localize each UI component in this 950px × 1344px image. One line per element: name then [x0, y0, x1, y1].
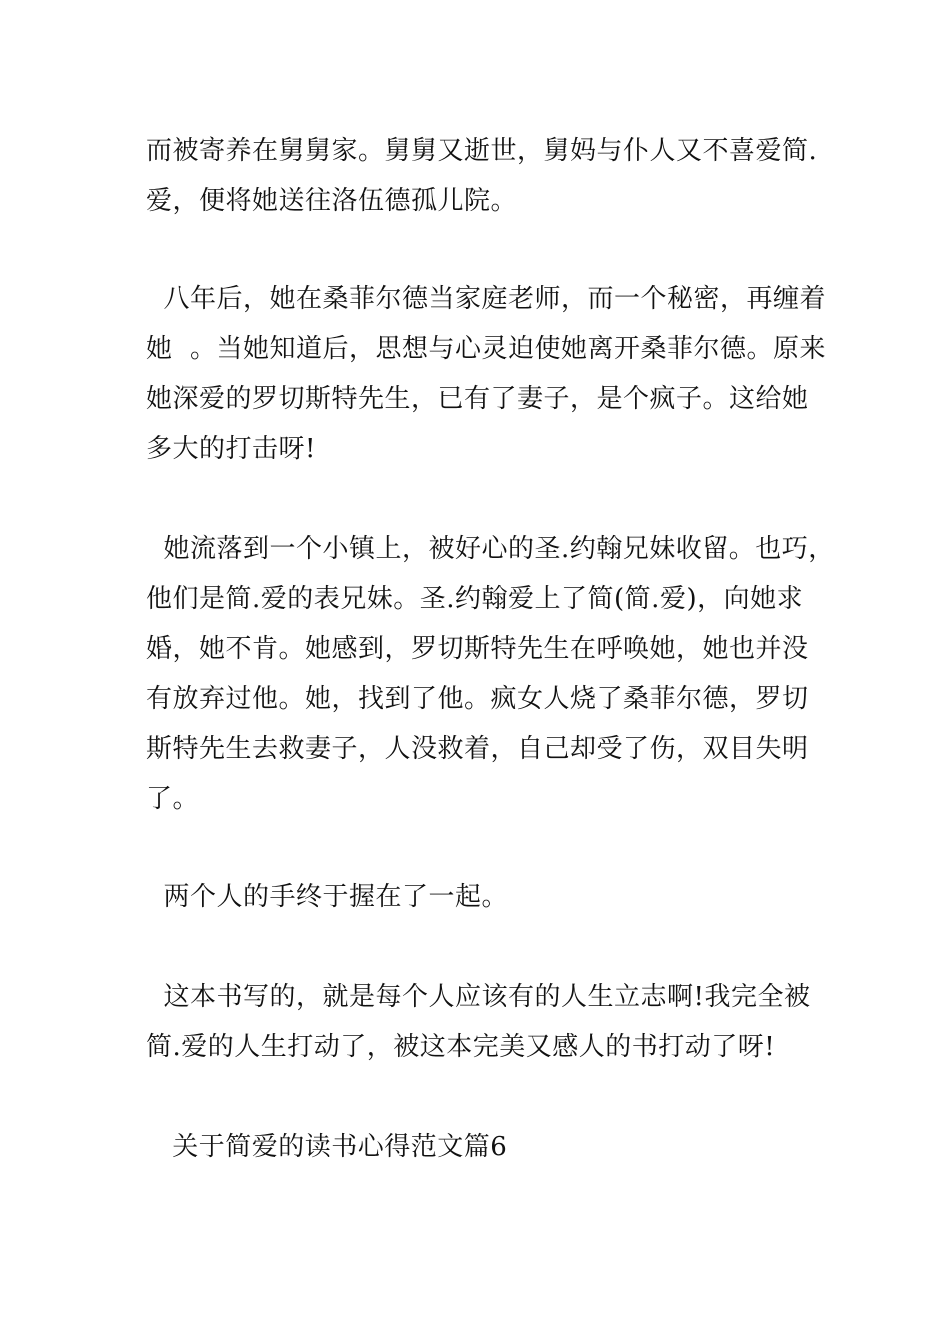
paragraph-5 [146, 972, 816, 1072]
text-line: 婚，她不肯。她感到，罗切斯特先生在呼唤她，她也并没 [146, 634, 809, 664]
text-line: 这本书写的，就是每个人应该有的人生立志啊!我完全被 [146, 982, 811, 1012]
text-line: 八年后，她在桑菲尔德当家庭老师，而一个秘密，再缠着 [146, 284, 827, 314]
text-line: 而被寄养在舅舅家。舅舅又逝世，舅妈与仆人又不喜爱简. [146, 136, 818, 166]
text-line: 她流落到一个小镇上，被好心的圣.约翰兄妹收留。也巧， [146, 534, 835, 564]
text-line: 两个人的手终于握在了一起。 [146, 882, 509, 912]
text-line: 多大的打击呀! [146, 434, 316, 464]
text-line: 爱，便将她送往洛伍德孤儿院。 [146, 186, 518, 216]
text-line: 她 。当她知道后，思想与心灵迫使她离开桑菲尔德。原来 [146, 334, 827, 364]
section-heading [146, 1122, 816, 1172]
text-line: 简.爱的人生打动了，被这本完美又感人的书打动了呀! [146, 1032, 776, 1062]
paragraph-3 [146, 524, 835, 824]
text-line: 她深爱的罗切斯特先生，已有了妻子，是个疯子。这给她 [146, 384, 809, 414]
paragraph-2 [146, 274, 827, 474]
text-line: 了。 [146, 784, 200, 814]
paragraph-4 [146, 872, 816, 922]
paragraph-1 [146, 126, 816, 226]
text-line: 有放弃过他。她，找到了他。疯女人烧了桑菲尔德，罗切 [146, 684, 809, 714]
text-line: 斯特先生去救妻子，人没救着，自己却受了伤，双目失明 [146, 734, 809, 764]
heading-text: 关于简爱的读书心得范文篇6 [146, 1132, 508, 1162]
text-line: 他们是简.爱的表兄妹。圣.约翰爱上了简(简.爱)，向她求 [146, 584, 804, 614]
